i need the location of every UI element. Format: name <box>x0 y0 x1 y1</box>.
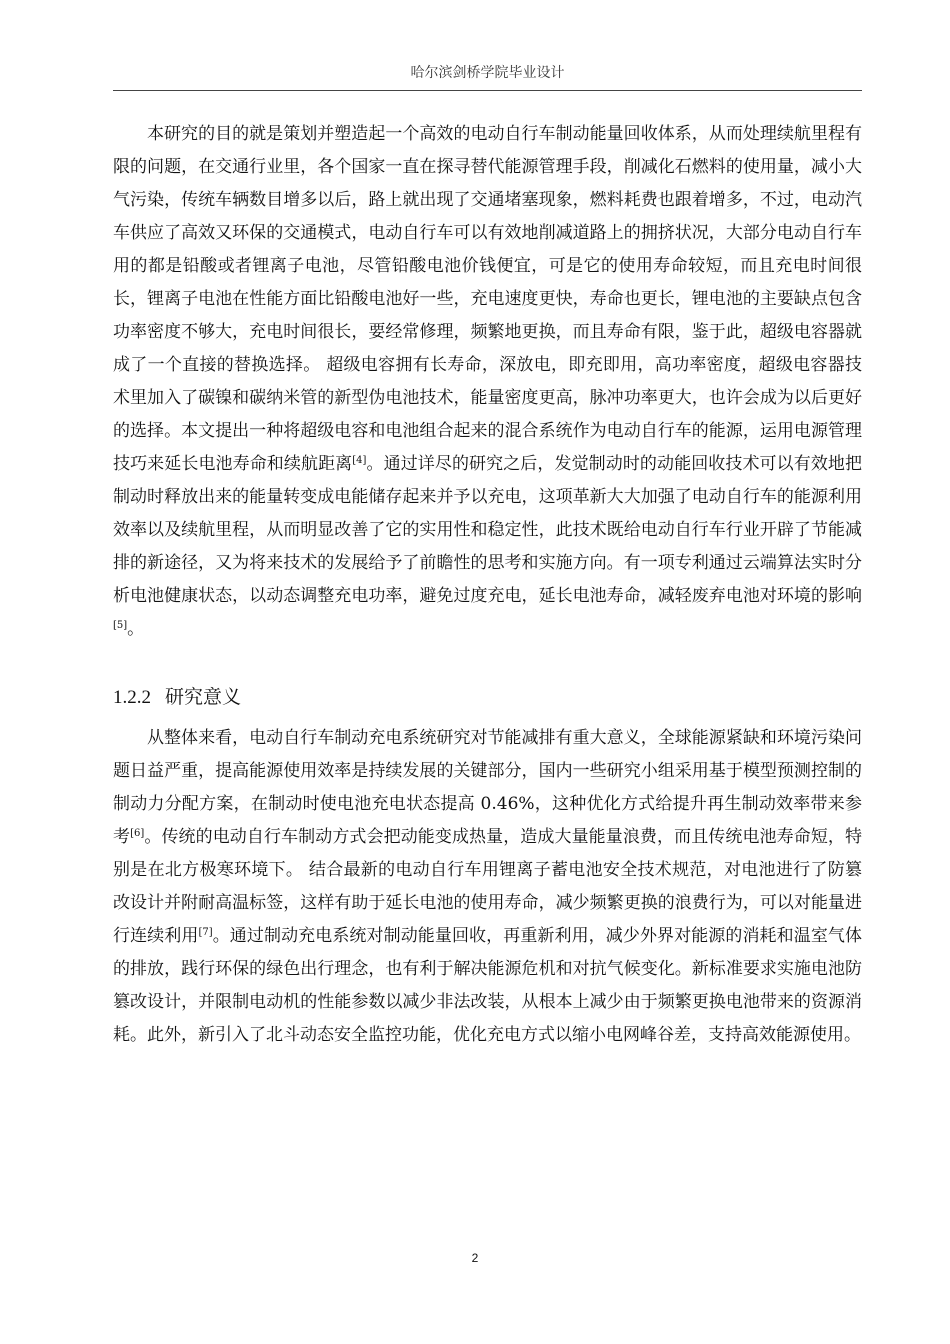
header-divider <box>113 90 862 91</box>
body-paragraph-objective <box>113 118 862 646</box>
section-number: 1.2.2 <box>113 687 151 708</box>
citation-ref: [5] <box>113 620 128 631</box>
citation-ref: [4] <box>352 455 367 466</box>
citation-ref: [6] <box>130 828 145 839</box>
paragraph-text: 本研究的目的就是策划并塑造起一个高效的电动自行车制动能量回收体系，从而处理续航里程有限的问题，在交通行业里，各个国家一直在探寻替代能源管理手段，削减化石燃料的使用量，减小大气污染，传统车辆数目增多以后，路上就出现了交通堵塞现象，燃料耗费也跟着增多，不过，电动汽车供应了高效又环保的交通模式，电动自行车可以有效地削减道路上的拥挤状况，大部分电动自行车用的都是铅酸或者锂离子电池，尽管铅酸电池价钱便宜，可是它的使用寿命较短，而且充电时间很长，锂离子电池在性能方面比铅酸电池好一些，充电速度更快，寿命也更长，锂电池的主要缺点包含功率密度不够大，充电时间很长，要经常修理，频繁地更换，而且寿命有限，鉴于此，超级电容器就成了一个直接的替换选择。 超级电容拥有长寿命，深放电，即充即用，高功率密度，超级电容器技术里加入了碳镍和碳纳米管的新型伪电池技术，能量密度更高，脉冲功率更大，也许会成为以后更好的选择。本文提出一种将超级电容和电池组合起来的混合系统作为电动自行车的能源，运用电源管理技巧来延长电池寿命和续航距离 <box>113 124 862 474</box>
section-title: 研究意义 <box>165 686 242 708</box>
paragraph-text: 从整体来看，电动自行车制动充电系统研究对节能减排有重大意义，全球能源紧缺和环境污染问题日益严重，提高能源使用效率是持续发展的关键部分，国内一些研究小组采用基于模型预测控制的制动力分配方案，在制动时使电池充电状态提高 0.46%，这种优化方式给提升再生制动效率带来参考 <box>113 728 862 847</box>
section-heading <box>113 681 241 714</box>
page-number: 2 <box>471 1251 479 1265</box>
paragraph-text: 。通过详尽的研究之后，发觉制动时的动能回收技术可以有效地把制动时释放出来的能量转变成电能储存起来并予以充电，这项革新大大加强了电动自行车的能源利用效率以及续航里程，从而明显改善了它的实用性和稳定性，此技术既给电动自行车行业开辟了节能减排的新途径，又为将来技术的发展给予了前瞻性的思考和实施方向。有一项专利通过云端算法实时分析电池健康状态，以动态调整充电功率，避免过度充电，延长电池寿命，减轻废弃电池对环境的影响 <box>113 454 863 606</box>
citation-ref: [7] <box>198 927 213 938</box>
page-header-title: 哈尔滨剑桥学院毕业设计 <box>410 65 565 81</box>
paragraph-text: 。 <box>127 619 145 639</box>
paragraph-text: 。通过制动充电系统对制动能量回收，再重新利用，减少外界对能源的消耗和温室气体的排放，践行环保的绿色出行理念，也有利于解决能源危机和对抗气候变化。新标准要求实施电池防篡改设计，并限制电动机的性能参数以减少非法改装，从根本上减少由于频繁更换电池带来的资源消耗。此外，新引入了北斗动态安全监控功能，优化充电方式以缩小电网峰谷差，支持高效能源使用。 <box>113 926 863 1045</box>
body-paragraph-significance <box>113 722 862 1052</box>
paragraph-text: 。传统的电动自行车制动方式会把动能变成热量，造成大量能量浪费，而且传统电池寿命短，特别是在北方极寒环境下。 结合最新的电动自行车用锂离子蓄电池安全技术规范，对电池进行了防篡改设计并附耐高温标签，这样有助于延长电池的使用寿命，减少频繁更换的浪费行为，可以对能量进行连续利用 <box>113 827 863 946</box>
